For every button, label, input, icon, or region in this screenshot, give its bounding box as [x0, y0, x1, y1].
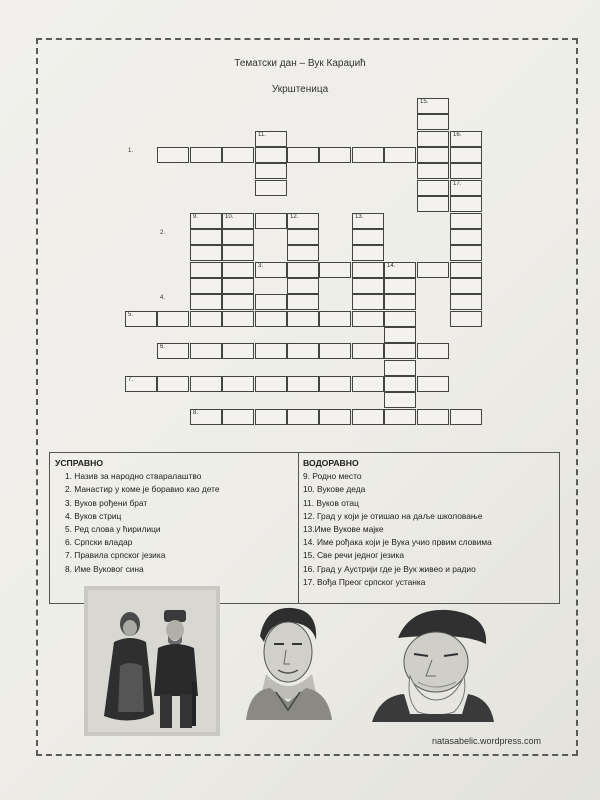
grid-cell[interactable]: [450, 196, 482, 212]
grid-cell[interactable]: [255, 147, 287, 163]
clues-down-title: УСПРАВНО: [55, 458, 104, 468]
clue-down-2: 2. Манастир у коме је боравио као дете: [65, 484, 220, 495]
grid-cell[interactable]: [417, 147, 449, 163]
grid-cell[interactable]: [190, 278, 222, 294]
grid-cell[interactable]: [190, 147, 222, 163]
grid-cell[interactable]: [384, 294, 416, 310]
grid-cell[interactable]: [319, 343, 351, 359]
grid-cell[interactable]: [319, 311, 351, 327]
grid-cell[interactable]: [384, 343, 416, 359]
clue-number: 13.: [355, 214, 364, 220]
grid-cell[interactable]: [157, 147, 189, 163]
clue-across-13: 13.Име Вукове мајке: [303, 524, 384, 535]
grid-cell[interactable]: [255, 213, 287, 229]
clue-number: 15.: [420, 99, 429, 105]
clue-number: 17.: [453, 181, 462, 187]
grid-cell[interactable]: [287, 229, 319, 245]
grid-cell[interactable]: [417, 196, 449, 212]
grid-cell[interactable]: [287, 343, 319, 359]
clue-across-17: 17. Вођа Прeог српског устанка: [303, 576, 426, 587]
grid-cell[interactable]: [417, 409, 449, 425]
grid-cell[interactable]: [417, 131, 449, 147]
clue-across-10: 10. Вукове деда: [303, 484, 366, 495]
grid-cell[interactable]: [319, 409, 351, 425]
old-man-cap-portrait: [370, 604, 496, 722]
grid-cell[interactable]: [450, 311, 482, 327]
clue-number: 5.: [128, 312, 134, 318]
clue-number: 7.: [128, 377, 134, 383]
grid-cell[interactable]: [222, 229, 254, 245]
grid-cell[interactable]: [190, 262, 222, 278]
grid-cell[interactable]: [450, 409, 482, 425]
grid-cell[interactable]: [450, 294, 482, 310]
grid-cell[interactable]: [190, 343, 222, 359]
grid-cell[interactable]: [287, 262, 319, 278]
clue-number: 3.: [258, 263, 264, 269]
grid-cell[interactable]: [287, 311, 319, 327]
clue-number: 16.: [453, 132, 462, 138]
clue-down-3: 3. Вуков рођени брат: [65, 497, 148, 508]
clue-across-15: 15. Све речи једног језика: [303, 550, 405, 561]
clue-across-16: 16. Град у Аустрији где је Вук живео и радио: [303, 563, 476, 574]
grid-cell[interactable]: [417, 343, 449, 359]
clue-number: 1.: [128, 148, 134, 154]
clues-across: [303, 457, 558, 589]
grid-cell[interactable]: [384, 147, 416, 163]
grid-cell[interactable]: [190, 245, 222, 261]
grid-cell[interactable]: [222, 262, 254, 278]
clue-down-6: 6. Српски владар: [65, 537, 133, 548]
grid-cell[interactable]: [190, 229, 222, 245]
grid-cell[interactable]: [255, 163, 287, 179]
clue-number: 11.: [258, 132, 266, 138]
grid-cell[interactable]: [190, 294, 222, 310]
grid-cell[interactable]: [222, 409, 254, 425]
grid-cell[interactable]: [157, 311, 189, 327]
grid-cell[interactable]: [384, 392, 416, 408]
clue-across-9: 9. Родно место: [303, 471, 362, 482]
young-man-portrait: [236, 602, 336, 720]
grid-cell[interactable]: [352, 278, 384, 294]
clue-number: 4.: [160, 295, 166, 301]
grid-cell[interactable]: [190, 376, 222, 392]
grid-cell[interactable]: [417, 163, 449, 179]
clue-number: 9.: [193, 214, 199, 220]
clue-down-4: 4. Вуков стриц: [65, 510, 122, 521]
grid-cell[interactable]: [417, 376, 449, 392]
clue-number: 10.: [225, 214, 234, 220]
grid-cell[interactable]: [287, 409, 319, 425]
grid-cell[interactable]: [352, 311, 384, 327]
grid-cell[interactable]: [222, 343, 254, 359]
clue-down-5: 5. Ред слова у ћирилици: [65, 524, 161, 535]
clue-across-12: 12. Град у који је отишао на даље школовање: [303, 510, 483, 521]
grid-cell[interactable]: [352, 245, 384, 261]
grid-cell[interactable]: [352, 229, 384, 245]
grid-cell[interactable]: [319, 147, 351, 163]
grid-cell[interactable]: [417, 262, 449, 278]
grid-cell[interactable]: [450, 278, 482, 294]
grid-cell[interactable]: [222, 245, 254, 261]
clue-down-1: 1. Назив за народно стваралаштво: [65, 471, 202, 482]
grid-cell[interactable]: [287, 245, 319, 261]
footer-credit: natasabelic.wordpress.com: [432, 736, 542, 746]
grid-cell[interactable]: [352, 343, 384, 359]
grid-cell[interactable]: [384, 311, 416, 327]
clues-divider: [298, 453, 299, 603]
clue-number: 12.: [290, 214, 299, 220]
grid-cell[interactable]: [255, 294, 287, 310]
grid-cell[interactable]: [450, 147, 482, 163]
grid-cell[interactable]: [450, 229, 482, 245]
grid-cell[interactable]: [287, 294, 319, 310]
grid-cell[interactable]: [222, 311, 254, 327]
couple-portrait: [84, 586, 220, 736]
clue-across-14: 14. Име рођака који је Вука учио првим словима: [303, 537, 492, 548]
grid-cell[interactable]: [450, 163, 482, 179]
grid-cell[interactable]: [222, 294, 254, 310]
grid-cell[interactable]: [287, 278, 319, 294]
grid-cell[interactable]: [255, 343, 287, 359]
clue-number: 6.: [160, 344, 166, 350]
grid-cell[interactable]: [352, 409, 384, 425]
grid-cell[interactable]: [255, 311, 287, 327]
grid-cell[interactable]: [190, 311, 222, 327]
clue-number: 8.: [193, 410, 199, 416]
clue-number: 2.: [160, 230, 166, 236]
grid-cell[interactable]: [352, 262, 384, 278]
clues-across-title: ВОДОРАВНО: [303, 458, 359, 468]
grid-cell[interactable]: [287, 376, 319, 392]
grid-cell[interactable]: [352, 147, 384, 163]
grid-cell[interactable]: [417, 114, 449, 130]
grid-cell[interactable]: [255, 376, 287, 392]
grid-cell[interactable]: [255, 409, 287, 425]
grid-cell[interactable]: [287, 147, 319, 163]
clue-down-7: 7. Правила српског језика: [65, 550, 166, 561]
grid-cell[interactable]: [450, 213, 482, 229]
grid-cell[interactable]: [222, 147, 254, 163]
grid-cell[interactable]: [352, 376, 384, 392]
grid-cell[interactable]: [255, 180, 287, 196]
grid-cell[interactable]: [352, 294, 384, 310]
grid-cell[interactable]: [417, 180, 449, 196]
grid-cell[interactable]: [319, 262, 351, 278]
clue-across-11: 11. Вуков отац: [303, 497, 359, 508]
clue-down-8: 8. Име Вуковог сина: [65, 563, 144, 574]
grid-cell[interactable]: [384, 376, 416, 392]
grid-cell[interactable]: [222, 278, 254, 294]
grid-cell[interactable]: [450, 262, 482, 278]
page-subtitle: Укрштеница: [271, 84, 329, 95]
grid-cell[interactable]: [450, 245, 482, 261]
grid-cell[interactable]: [157, 376, 189, 392]
grid-cell[interactable]: [222, 376, 254, 392]
grid-cell[interactable]: [384, 278, 416, 294]
grid-cell[interactable]: [384, 360, 416, 376]
grid-cell[interactable]: [384, 409, 416, 425]
grid-cell[interactable]: [319, 376, 351, 392]
page-title: Тематски дан – Вук Караџић: [234, 58, 366, 69]
clues-down: [55, 457, 295, 576]
grid-cell[interactable]: [384, 327, 416, 343]
clue-number: 14.: [387, 263, 396, 269]
clues-box: [49, 452, 560, 604]
